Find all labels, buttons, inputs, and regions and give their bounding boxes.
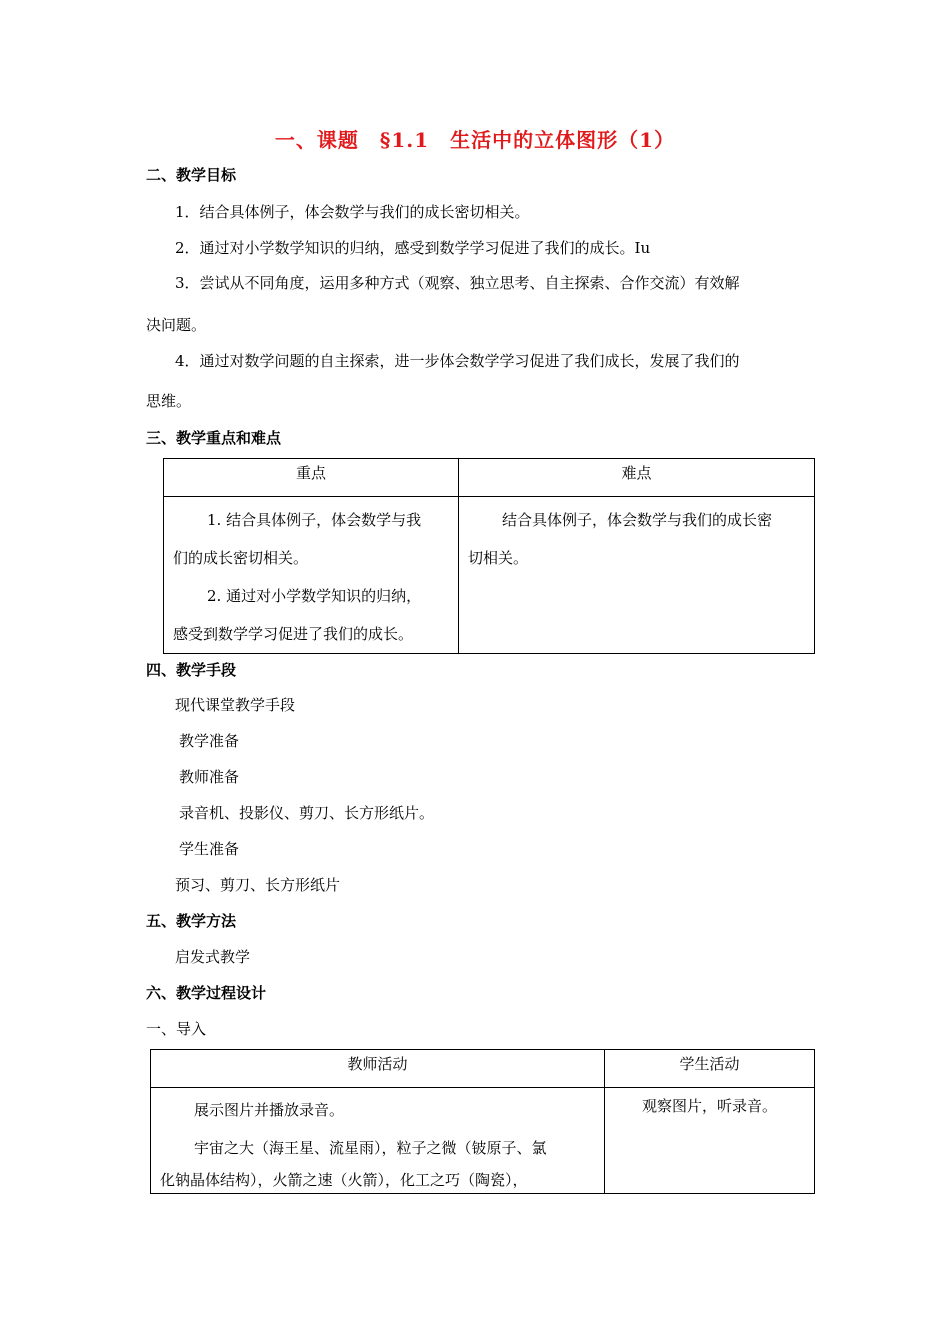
means-line: 教师准备 [179, 768, 240, 786]
means-line: 现代课堂教学手段 [175, 696, 296, 714]
difficult-cell [459, 497, 815, 654]
goal-item-4: 4．通过对数学问题的自主探索，进一步体会数学学习促进了我们成长，发展了我们的 [175, 352, 740, 370]
student-cell [605, 1088, 815, 1194]
means-heading: 四、教学手段 [146, 661, 237, 679]
col-difficult-header: 难点 [459, 459, 815, 497]
process-subheading: 一、导入 [146, 1020, 207, 1038]
key-line: 感受到数学学习促进了我们的成长。 [173, 625, 414, 643]
method-heading: 五、教学方法 [146, 912, 237, 930]
col-key-header: 重点 [164, 459, 459, 497]
means-line: 学生准备 [179, 840, 240, 858]
goals-heading: 二、教学目标 [146, 166, 237, 184]
method-line: 启发式教学 [175, 948, 251, 966]
difficult-line: 结合具体例子，体会数学与我们的成长密 [502, 511, 773, 529]
keypoints-table [163, 458, 815, 654]
col-student-header: 学生活动 [605, 1050, 815, 1088]
process-table [150, 1049, 815, 1194]
process-heading: 六、教学过程设计 [146, 984, 267, 1002]
col-teacher-header: 教师活动 [151, 1050, 605, 1088]
student-line: 观察图片，听录音。 [641, 1097, 777, 1115]
teacher-line: 展示图片并播放录音。 [194, 1101, 345, 1119]
goal-item-2: 2．通过对小学数学知识的归纳，感受到数学学习促进了我们的成长。Iu [175, 239, 651, 257]
means-line: 教学准备 [179, 732, 240, 750]
goal-item-3: 3．尝试从不同角度，运用多种方式（观察、独立思考、自主探索、合作交流）有效解 [175, 274, 740, 292]
key-cell [164, 497, 459, 654]
means-line: 预习、剪刀、长方形纸片 [175, 876, 341, 894]
goal-item-3-cont: 决问题。 [146, 316, 207, 334]
goal-item-4-cont: 思维。 [146, 392, 192, 410]
keypoints-heading: 三、教学重点和难点 [146, 429, 282, 447]
key-line: 们的成长密切相关。 [173, 549, 309, 567]
difficult-line: 切相关。 [468, 549, 529, 567]
teacher-line: 宇宙之大（海王星、流星雨），粒子之微（铍原子、氯 [194, 1139, 547, 1157]
means-line: 录音机、投影仪、剪刀、长方形纸片。 [179, 804, 435, 822]
teacher-cell [151, 1088, 605, 1194]
key-line: 2. 通过对小学数学知识的归纳， [207, 587, 422, 605]
teacher-line: 化钠晶体结构），火箭之速（火箭），化工之巧（陶瓷）， [160, 1171, 528, 1189]
key-line: 1. 结合具体例子，体会数学与我 [207, 511, 422, 529]
goal-item-1: 1．结合具体例子，体会数学与我们的成长密切相关。 [175, 203, 530, 221]
page-title: 一、课题 §1.1 生活中的立体图形（1） [274, 128, 676, 152]
